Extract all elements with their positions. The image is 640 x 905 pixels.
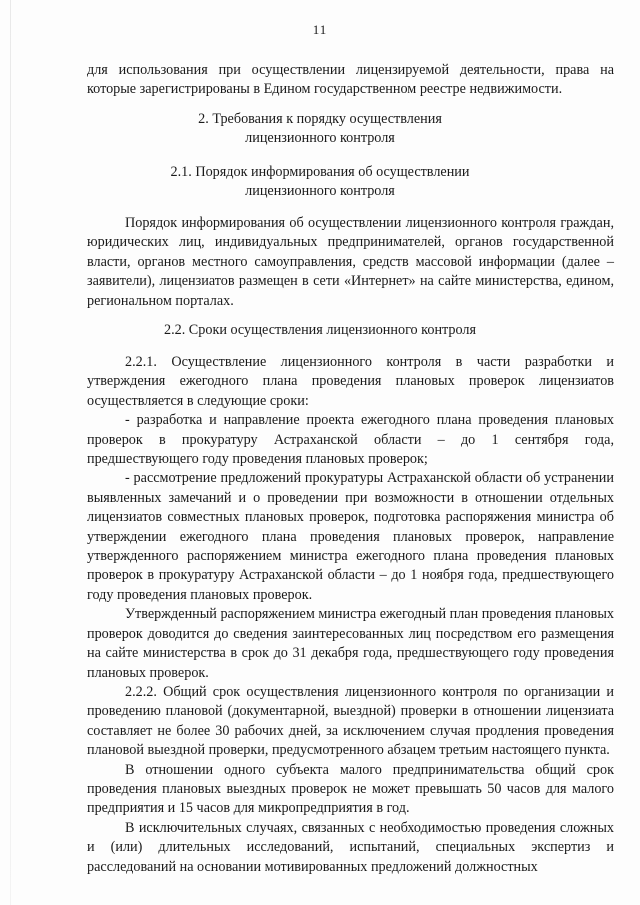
section-2-2-body — [87, 353, 614, 877]
paragraph-exceptional-cases: В исключительных случаях, связанных с необходимостью проведения сложных и (или) длительных исследований, испытаний, специальных экспертиз и расследований на основании мотивированных предложений должностных — [87, 819, 614, 875]
paragraph-bullet-1: - разработка и направление проекта ежегодного плана проведения плановых проверок в прокуратуру Астраханской области – до 1 сентября года, предшествующего году проведения плановых проверок; — [87, 412, 614, 468]
page-number: 11 — [312, 22, 328, 37]
section-2-2-heading — [0, 321, 640, 340]
section-2-1-paragraph: Порядок информирования об осуществлении лицензионного контроля граждан, юридических лиц, индивидуальных предпринимателей, органов государственной власти, органов местного самоуправления, средств массовой информации (далее – заявители), лицензиатов размещен в сети «Интернет» на сайте министерства, едином, региональном порталах. — [87, 215, 614, 309]
paragraph-bullet-2: - рассмотрение предложений прокуратуры Астраханской области об устранении выявленных замечаний и о проведении при возможности в отношении отдельных лицензиатов совместных плановых проверок, подготовка распоряжения министра об утверждении ежегодного плана проведения плановых проверок, направление утвержденного распоряжением министра ежегодного плана проведения плановых проверок в прокуратуру Астраханской области – до 1 ноября года, предшествующего году проведения плановых проверок. — [87, 470, 614, 603]
section-2-heading-line1: 2. Требования к порядку осуществления — [198, 111, 442, 127]
section-2-1-heading-line1: 2.1. Порядок информирования об осуществлении — [170, 164, 470, 180]
section-2-1-heading-line2: лицензионного контроля — [245, 183, 395, 200]
paragraph-small-business: В отношении одного субъекта малого предпринимательства общий срок проведения плановых выездных проверок не может превышать 50 часов для малого предприятия и 15 часов для микропредприятия в год. — [87, 761, 614, 817]
paragraph-2-2-2: 2.2.2. Общий срок осуществления лицензионного контроля по организации и проведению плановой (документарной, выездной) проверки в отношении лицензиата составляет не более 30 рабочих дней, за исключением случая продления проведения плановой выездной проверки, предусмотренного абзацем третьим настоящего пункта. — [87, 683, 614, 759]
section-2-1-heading — [0, 163, 640, 202]
intro-paragraph — [87, 61, 614, 100]
intro-text: для использования при осуществлении лицензируемой деятельности, права на которые зарегистрированы в Едином государственном реестре недвижимости. — [87, 62, 614, 98]
paragraph-2-2-1: 2.2.1. Осуществление лицензионного контроля в части разработки и утверждения ежегодного плана проведения плановых проверок лицензиатов осуществляется в следующие сроки: — [87, 354, 614, 409]
section-2-1-body — [87, 214, 614, 311]
paragraph-plan-publication: Утвержденный распоряжением министра ежегодный план проведения плановых проверок доводится до сведения заинтересованных лиц посредством его размещения на сайте министерства в срок до 31 декабря года, предшествующего году проведения плановых проверок. — [87, 606, 614, 681]
section-2-heading-line2: лицензионного контроля — [245, 130, 395, 147]
section-2-heading — [0, 110, 640, 149]
section-2-2-heading-line: 2.2. Сроки осуществления лицензионного контроля — [163, 322, 477, 338]
